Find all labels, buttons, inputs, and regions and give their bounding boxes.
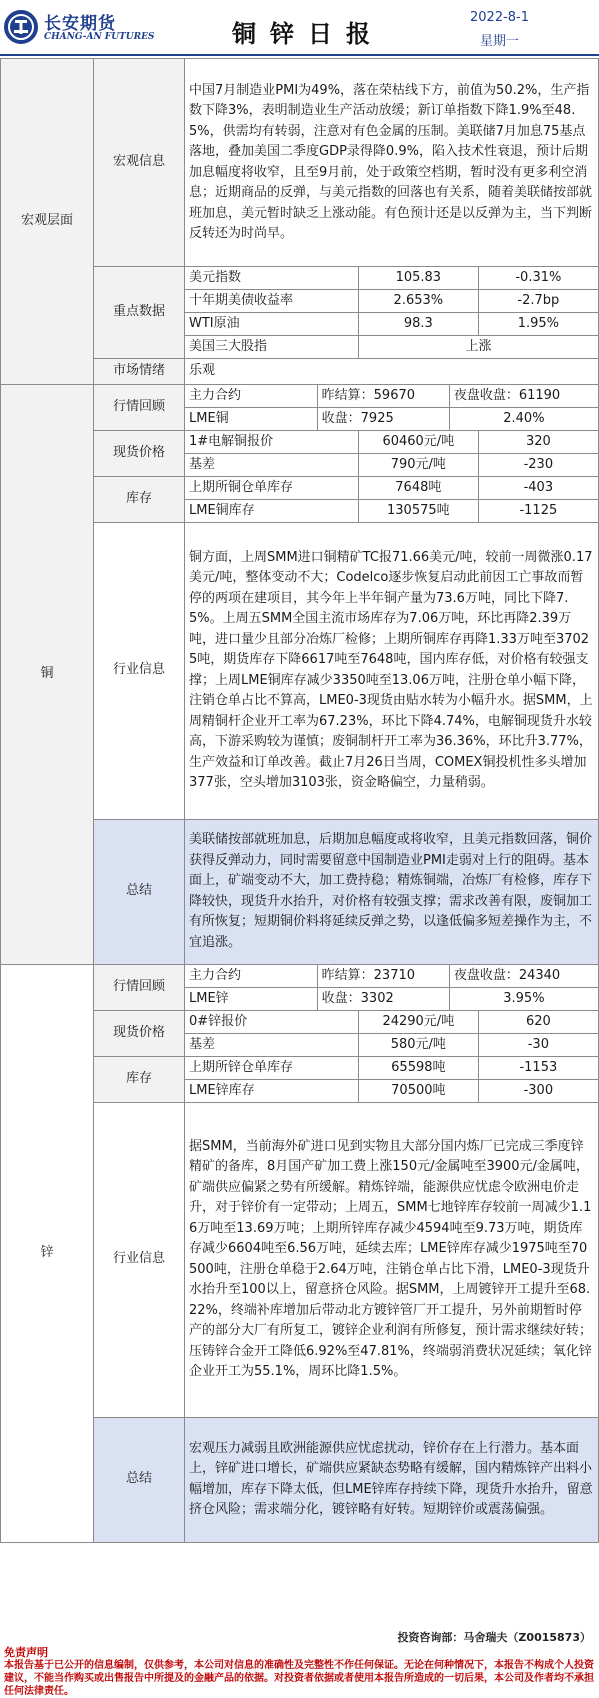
copper-stock-table xyxy=(185,477,598,522)
table-row xyxy=(185,407,598,430)
item-value: 收盘：7925 xyxy=(317,407,449,430)
copper-spot-label: 现货价格 xyxy=(94,430,185,476)
item-value: 昨结算：59670 xyxy=(317,385,449,408)
item-value: 130575吨 xyxy=(358,499,478,522)
table-row xyxy=(185,477,598,500)
item-change: -403 xyxy=(478,477,598,500)
table-row xyxy=(185,1057,598,1080)
table-row xyxy=(185,290,598,313)
analyst-contact: 投资咨询部：马舍瑞夫（Z0015873） xyxy=(397,1631,591,1644)
zinc-stock-table xyxy=(185,1057,598,1102)
item-name: 基差 xyxy=(185,453,358,476)
copper-summary-text: 美联储按部就班加息，后期加息幅度或将收窄，且美元指数回落，铜价获得反弹动力，同时需要留意中国制造业PMI走弱对上行的阻碍。基本面上，矿端变动不大，加工费持稳；精炼铜端，冶炼厂有检修，库存下降较快，现货升水抬升，对价格有较强支撑；需求改善有限，废铜加工有所恢复；短期铜价料将延续反弹之势，以逢低偏多短差操作为主，不宜追涨。 xyxy=(185,819,599,964)
item-name: 基差 xyxy=(185,1033,358,1056)
macro-info-row xyxy=(1,59,599,267)
table-row xyxy=(185,499,598,522)
report-weekday: 星期一 xyxy=(480,34,520,49)
item-change: 3.95% xyxy=(503,990,545,1006)
report-table xyxy=(0,58,599,1543)
item-name: LME铜 xyxy=(185,407,317,430)
company-name-cn: 长安期货 xyxy=(44,14,116,34)
table-row xyxy=(185,267,598,290)
report-date: 2022-8-1 xyxy=(470,10,530,25)
item-name: 上期所铜仓单库存 xyxy=(185,477,358,500)
item-value: 24290元/吨 xyxy=(358,1011,478,1034)
item-name: 0#锌报价 xyxy=(185,1011,358,1034)
copper-review-row xyxy=(1,384,599,430)
item-value: 收盘：3302 xyxy=(317,987,449,1010)
zinc-stock-label: 库存 xyxy=(94,1056,185,1102)
zinc-spot-table xyxy=(185,1011,598,1056)
table-row xyxy=(185,431,598,454)
item-value: 70500吨 xyxy=(358,1079,478,1102)
copper-review-cell xyxy=(185,384,599,430)
data-change: 1.95% xyxy=(478,313,598,336)
table-row xyxy=(185,987,598,1010)
item-change: 620 xyxy=(478,1011,598,1034)
zinc-summary-label: 总结 xyxy=(94,1417,185,1542)
table-row xyxy=(185,453,598,476)
data-value: 98.3 xyxy=(358,313,478,336)
item-name: 上期所锌仓单库存 xyxy=(185,1057,358,1080)
header-divider xyxy=(0,54,599,56)
zinc-review-label: 行情回顾 xyxy=(94,964,185,1010)
item-name: 1#电解铜报价 xyxy=(185,431,358,454)
data-value: 2.653% xyxy=(358,290,478,313)
disclaimer-title: 免责声明 xyxy=(4,1646,48,1659)
item-name: LME锌库存 xyxy=(185,1079,358,1102)
macro-data-table xyxy=(185,267,598,358)
item-value: 7648吨 xyxy=(358,477,478,500)
item-change: 夜盘收盘：24340 xyxy=(449,965,598,988)
data-name: 美元指数 xyxy=(185,267,358,290)
copper-summary-label: 总结 xyxy=(94,819,185,964)
zinc-review-cell xyxy=(185,964,599,1010)
item-value: 60460元/吨 xyxy=(358,431,478,454)
item-change: -230 xyxy=(523,456,554,472)
copper-review-label: 行情回顾 xyxy=(94,384,185,430)
data-change: -2.7bp xyxy=(478,290,598,313)
copper-spot-cell xyxy=(185,430,599,476)
disclaimer xyxy=(0,1646,599,1698)
item-name: LME锌 xyxy=(185,987,317,1010)
section-zinc: 锌 xyxy=(1,964,94,1542)
macro-data-label: 重点数据 xyxy=(94,267,185,359)
table-row xyxy=(185,1033,598,1056)
data-value: 105.83 xyxy=(358,267,478,290)
copper-review-table xyxy=(185,385,598,430)
table-row xyxy=(185,313,598,336)
table-row xyxy=(185,1079,598,1102)
company-logo-icon xyxy=(4,10,38,44)
macro-info-label: 宏观信息 xyxy=(94,59,185,267)
zinc-industry-label: 行业信息 xyxy=(94,1102,185,1417)
zinc-spot-label: 现货价格 xyxy=(94,1010,185,1056)
item-change: 夜盘收盘：61190 xyxy=(449,385,598,408)
disclaimer-text: 本报告基于已公开的信息编制，仅供参考，本公司对信息的准确性及完整性不作任何保证。无论在何种情况下，本报告不构成个人投资建议，不能当作购买或出售报告中所提及的金融产品的依据。对投资者依据或者使用本报告所造成的一切后果，本公司及作者均不承担任何法律责任。 xyxy=(4,1660,594,1697)
data-name: 十年期美债收益率 xyxy=(185,290,358,313)
section-copper: 铜 xyxy=(1,384,94,964)
item-name: LME铜库存 xyxy=(185,499,358,522)
macro-sentiment-value: 乐观 xyxy=(185,359,599,385)
item-value: 65598吨 xyxy=(358,1057,478,1080)
footer-contact xyxy=(0,1627,599,1645)
item-value: 790元/吨 xyxy=(358,453,478,476)
data-change: -0.31% xyxy=(478,267,598,290)
item-value: 580元/吨 xyxy=(358,1033,478,1056)
item-name: 主力合约 xyxy=(185,965,317,988)
copper-industry-text: 铜方面，上周SMM进口铜精矿TC报71.66美元/吨，较前一周微涨0.17美元/吨，整体变动不大；Codelco逐步恢复启动此前因工亡事故而暂停的两项在建项目，其今年上半年铜产量为73.6万吨，同比下降7.5%。上周五SMM全国主流市场库存为7.06万吨，环比再降2.39万吨，进口量少且部分冶炼厂检修；上期所铜库存再降1.33万吨至37025吨，期货库存下降6617吨至7648吨，国内库存低，对价格有较强支撑；上周LME铜库存减少3350吨至13.06万吨，注册仓单小幅下降，注销仓单占比不算高，LME0-3现货由贴水转为小幅升水。据SMM，上周精铜杆企业开工率为67.23%，环比下降4.74%，电解铜现货升水较高，下游采购较为谨慎；废铜制杆开工率为36.36%，环比升3.77%，生产效益和订单改善。截止7月26日当周，COMEX铜投机性多头增加377张，空头增加3103张，资金略偏空，力量稍弱。 xyxy=(185,522,599,819)
item-change: -1125 xyxy=(519,502,558,518)
macro-data-cell xyxy=(185,267,599,359)
table-row xyxy=(185,336,598,359)
zinc-review-table xyxy=(185,965,598,1010)
macro-info-text: 中国7月制造业PMI为49%，落在荣枯线下方，前值为50.2%，生产指数下降3%，表明制造业生产活动放缓；新订单指数下降1.9%至48.5%，供需均有转弱，注意对有色金属的压制。美联储7月加息75基点落地，叠加美国二季度GDP录得降0.9%，陷入技术性衰退，预计后期加息幅度将收窄，且至9月前，处于政策空档期，暂时没有更多利空消息；近期商品的反弹，与美元指数的回落也有关系，随着美联储按部就班加息，美元暂时缺乏上涨动能。有色预计还是以反弹为主，当下判断反转还为时尚早。 xyxy=(185,59,599,267)
macro-sentiment-label: 市场情绪 xyxy=(94,359,185,385)
data-name: 美国三大股指 xyxy=(185,336,358,359)
zinc-industry-text: 据SMM，当前海外矿进口见到实物且大部分国内炼厂已完成三季度锌精矿的备库，8月国产矿加工费上涨150元/金属吨至3900元/金属吨，矿端供应偏紧之势有所缓解。精炼锌端，能源供应忧虑令欧洲电价走升，对于锌价有一定带动；上周五，SMM七地锌库存较前一周减少1.16万吨至13.69万吨；上期所锌库存减少4594吨至9.73万吨，期货库存减少6604吨至6.56万吨，延续去库；LME锌库存减少1975吨至70500吨，注册仓单稳于2.64万吨，注销仓单占比下滑，LME0-3现货升水抬升至100以上，留意挤仓风险。据SMM，上周镀锌开工提升至68.22%，终端补库增加后带动北方镀锌管厂开工提升，另外前期暂时停产的部分大厂有所复工，镀锌企业利润有所修复，预计需求继续好转；压铸锌合金开工降低6.92%至47.81%，终端弱消费状况延续；氧化锌企业开工为55.1%，周环比降1.5%。 xyxy=(185,1102,599,1417)
table-row xyxy=(185,385,598,408)
company-name-en: CHANG-AN FUTURES xyxy=(44,32,155,42)
data-name: WTI原油 xyxy=(185,313,358,336)
copper-stock-cell xyxy=(185,476,599,522)
copper-stock-label: 库存 xyxy=(94,476,185,522)
zinc-spot-cell xyxy=(185,1010,599,1056)
data-value: 上涨 xyxy=(465,339,492,354)
section-macro: 宏观层面 xyxy=(1,59,94,385)
zinc-review-row xyxy=(1,964,599,1010)
table-row xyxy=(185,1011,598,1034)
report-title: 铜锌日报 xyxy=(232,20,384,48)
report-header xyxy=(0,0,599,56)
zinc-stock-cell xyxy=(185,1056,599,1102)
copper-spot-table xyxy=(185,431,598,476)
item-change: -300 xyxy=(523,1082,554,1098)
item-change: -30 xyxy=(527,1036,549,1052)
copper-industry-label: 行业信息 xyxy=(94,522,185,819)
item-change: -1153 xyxy=(478,1057,598,1080)
item-value: 昨结算：23710 xyxy=(317,965,449,988)
table-row xyxy=(185,965,598,988)
item-change: 320 xyxy=(478,431,598,454)
item-change: 2.40% xyxy=(503,410,545,426)
item-name: 主力合约 xyxy=(185,385,317,408)
zinc-summary-text: 宏观压力减弱且欧洲能源供应忧虑扰动，锌价存在上行潜力。基本面上，锌矿进口增长，矿端供应紧缺态势略有缓解，国内精炼锌产出料小幅增加，库存下降太低，但LME锌库存持续下降，现货升水抬升，留意挤仓风险；需求端分化，镀锌略有好转。短期锌价或震荡偏强。 xyxy=(185,1417,599,1542)
